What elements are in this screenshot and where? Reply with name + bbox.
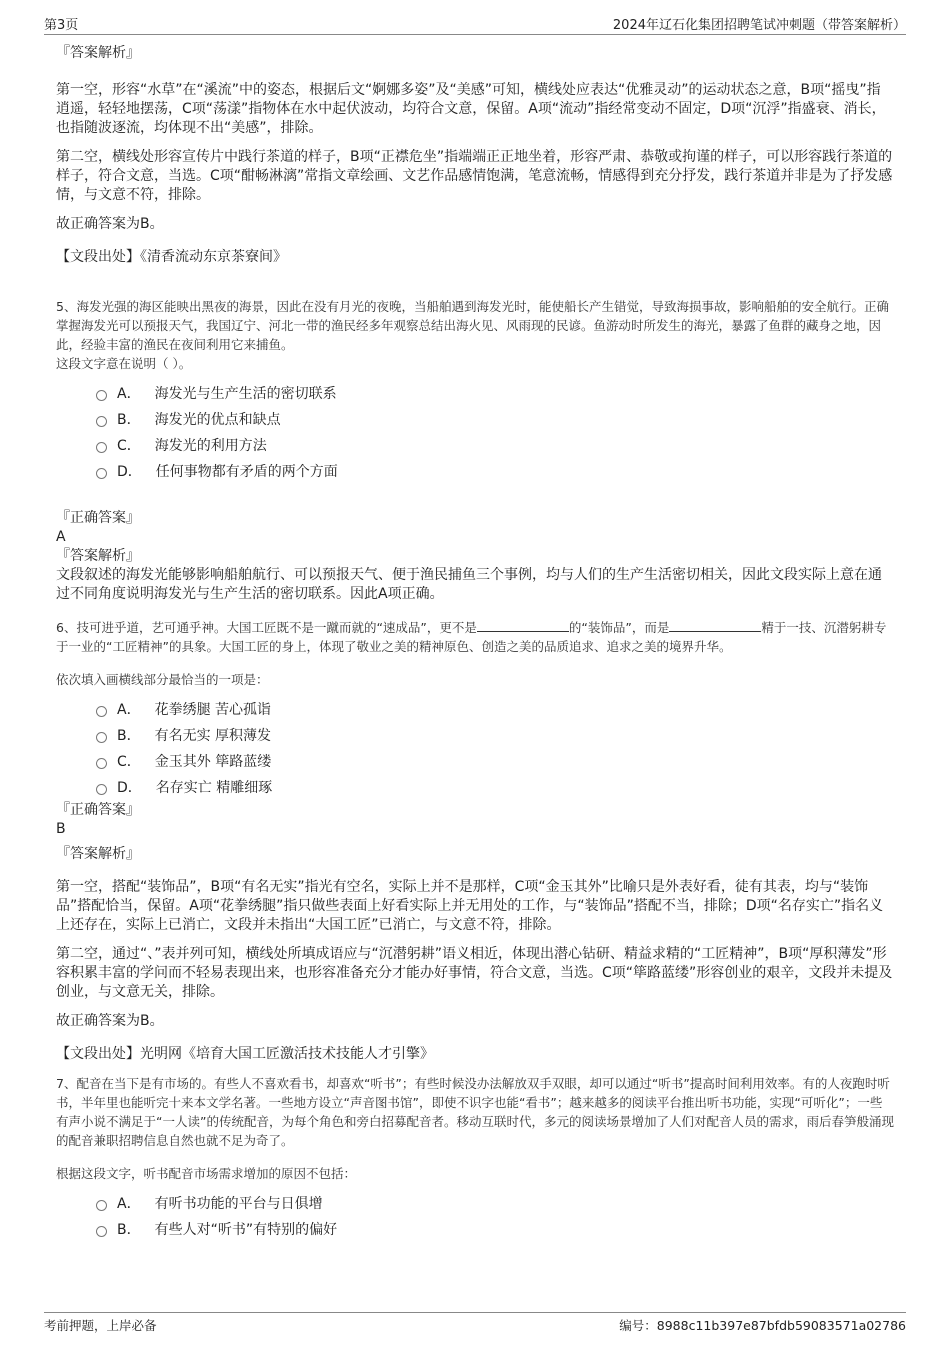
q6-stem-part3: 精于一技、沉潜躬耕专于一业的“工匠精神”的具象。大国工匠的身上，体现了敬业之美的精神原色、创造之美的品质追求、追求之美的境界升华。 — [56, 620, 887, 654]
option-label: B． — [117, 412, 141, 428]
option-text: 花拳绣腿 苦心孤诣 — [154, 702, 272, 718]
q5-analysis-title: 『答案解析』 — [56, 548, 140, 564]
q4-analysis-para1: 第一空，形容“水草”在“溪流”中的姿态，根据后文“婀娜多姿”及“美感”可知，横线处应表达“优雅灵动”的运动状态之意，B项“摇曳”指逍遥，轻轻地摆荡，C项“荡漾”指物体在水中起伏波动，均符合文意，保留。A项“流动”指经常变动不固定，D项“沉浮”指盛衰、消长，也指随波逐流，均体现不出“美感”，排除。 — [56, 82, 886, 136]
option-label: A． — [117, 1196, 141, 1212]
q4-analysis-para2: 第二空，横线处形容宣传片中践行茶道的样子，B项“正襟危坐”指端端正正地坐着，形容严肃、恭敬或拘谨的样子，可以形容践行茶道的样子，符合文意，当选。C项“酣畅淋漓”常指文章绘画、文艺作品感情饱满，笔意流畅，情感得到充分抒发，践行茶道并非是为了抒发感情，与文意不符，排除。 — [56, 149, 893, 203]
q5-answer: A — [56, 529, 66, 545]
q6-option-b[interactable] — [96, 723, 894, 749]
option-text: 任何事物都有矛盾的两个方面 — [155, 464, 338, 480]
option-text: 有听书功能的平台与日俱增 — [154, 1196, 323, 1212]
q6-options — [96, 697, 894, 801]
option-label: A． — [117, 702, 141, 718]
option-label: D． — [117, 780, 142, 796]
q6-conclusion: 故正确答案为B。 — [56, 1013, 164, 1029]
option-label: C． — [117, 438, 141, 454]
option-label: D． — [117, 464, 142, 480]
q6-analysis-para2: 第二空，通过“、”表并列可知，横线处所填成语应与“沉潜躬耕”语义相近，体现出潜心钻研、精益求精的“工匠精神”，B项“厚积薄发”形容积累丰富的学问而不轻易表现出来，也形容准备充分才能办好事情，符合文意，当选。C项“筚路蓝缕”形容创业的艰辛，文段并未提及创业，与文意无关，排除。 — [56, 946, 893, 1000]
q4-conclusion: 故正确答案为B。 — [56, 216, 164, 232]
fill-blank-1 — [477, 619, 569, 632]
q4-analysis-title: 『答案解析』 — [56, 45, 140, 61]
q5-option-c[interactable] — [96, 433, 894, 459]
q7-stem: 7、配音在当下是有市场的。有些人不喜欢看书，却喜欢“听书”；有些时候没办法解放双手双眼，却可以通过“听书”提高时间利用效率。有的人夜跑时听书，半年里也能听完十来本文学名著。一些地方设立“声音图书馆”，即使不识字也能“看书”；越来越多的阅读平台推出听书功能，实现“可听化”；一些有声小说不满足于“一人读”的传统配音，为每个角色和旁白招募配音者。移动互联时代，多元的阅读场景增加了人们对配音人员的需求，雨后春笋般涌现的配音兼职招聘信息自然也就不足为奇了。 — [56, 1076, 894, 1148]
radio-icon[interactable] — [96, 416, 107, 427]
q5-prompt: 这段文字意在说明（ ）。 — [56, 356, 192, 371]
q6-analysis-title: 『答案解析』 — [56, 846, 140, 862]
q6-source: 【文段出处】光明网《培育大国工匠激活技术技能人才引擎》 — [56, 1046, 434, 1062]
q7-prompt: 根据这段文字，听书配音市场需求增加的原因不包括： — [56, 1166, 357, 1181]
radio-icon[interactable] — [96, 1200, 107, 1211]
q6-answer: B — [56, 821, 66, 837]
page-footer — [44, 1312, 906, 1335]
option-label: C． — [117, 754, 141, 770]
option-label: B． — [117, 1222, 141, 1238]
page-header — [44, 12, 906, 35]
page-content — [56, 44, 894, 1243]
q6-option-c[interactable] — [96, 749, 894, 775]
option-text: 有些人对“听书”有特别的偏好 — [154, 1222, 338, 1238]
document-id: 编号：8988c11b397e87bfdb59083571a02786 — [619, 1318, 906, 1333]
radio-icon[interactable] — [96, 468, 107, 479]
option-text: 有名无实 厚积薄发 — [154, 728, 272, 744]
page-number: 第3页 — [44, 18, 79, 33]
q5-answer-title: 『正确答案』 — [56, 510, 140, 526]
radio-icon[interactable] — [96, 758, 107, 769]
radio-icon[interactable] — [96, 784, 107, 795]
radio-icon[interactable] — [96, 390, 107, 401]
radio-icon[interactable] — [96, 732, 107, 743]
q6-answer-title: 『正确答案』 — [56, 802, 140, 818]
q5-analysis: 文段叙述的海发光能够影响船舶航行、可以预报天气、便于渔民捕鱼三个事例，均与人们的生产生活密切相关，因此文段实际上意在通过不同角度说明海发光与生产生活的密切联系。因此A项正确。 — [56, 567, 882, 602]
radio-icon[interactable] — [96, 706, 107, 717]
q7-option-b[interactable] — [96, 1217, 894, 1243]
option-label: B． — [117, 728, 141, 744]
q6-analysis-para1: 第一空，搭配“装饰品”，B项“有名无实”指光有空名，实际上并不是那样，C项“金玉其外”比喻只是外表好看，徒有其表，均与“装饰品”搭配恰当，保留。A项“花拳绣腿”指只做些表面上好看实际上并无用处的工作，与“装饰品”搭配不当，排除；D项“名存实亡”指名义上还存在，实际上已消亡，文段并未指出“大国工匠”已消亡，与文意不符，排除。 — [56, 879, 884, 933]
q5-option-d[interactable] — [96, 459, 894, 485]
q5-option-b[interactable] — [96, 407, 894, 433]
document-title: 2024年辽石化集团招聘笔试冲刺题（带答案解析） — [612, 18, 906, 33]
q6-stem-part1: 6、技可进乎道，艺可通乎神。大国工匠既不是一蹴而就的“速成品”，更不是 — [56, 620, 477, 635]
q6-prompt: 依次填入画横线部分最恰当的一项是： — [56, 672, 269, 687]
q5-option-a[interactable] — [96, 381, 894, 407]
option-label: A． — [117, 386, 141, 402]
fill-blank-2 — [669, 619, 761, 632]
radio-icon[interactable] — [96, 442, 107, 453]
option-text: 海发光的优点和缺点 — [154, 412, 281, 428]
q6-stem-part2: 的“装饰品”，而是 — [568, 620, 670, 635]
q6-stem — [56, 618, 894, 656]
q6-option-d[interactable] — [96, 775, 894, 801]
q4-source: 【文段出处】《清香流动东京茶寮间》 — [56, 249, 287, 265]
q7-options — [96, 1191, 894, 1243]
q6-option-a[interactable] — [96, 697, 894, 723]
q5-options — [96, 381, 894, 485]
option-text: 金玉其外 筚路蓝缕 — [154, 754, 272, 770]
q5-stem: 5、海发光强的海区能映出黑夜的海景，因此在没有月光的夜晚，当船舶遇到海发光时，能使船长产生错觉，导致海损事故，影响船舶的安全航行。正确掌握海发光可以预报天气，我国辽宁、河北一带的渔民经多年观察总结出海火见、风雨现的民谚。鱼游动时所发生的海光，暴露了鱼群的藏身之地，因此，经验丰富的渔民在夜间利用它来捕鱼。 — [56, 299, 889, 352]
footer-slogan: 考前押题，上岸必备 — [44, 1318, 157, 1333]
option-text: 名存实亡 精雕细琢 — [155, 780, 273, 796]
radio-icon[interactable] — [96, 1226, 107, 1237]
q7-option-a[interactable] — [96, 1191, 894, 1217]
option-text: 海发光与生产生活的密切联系 — [154, 386, 337, 402]
option-text: 海发光的利用方法 — [154, 438, 267, 454]
